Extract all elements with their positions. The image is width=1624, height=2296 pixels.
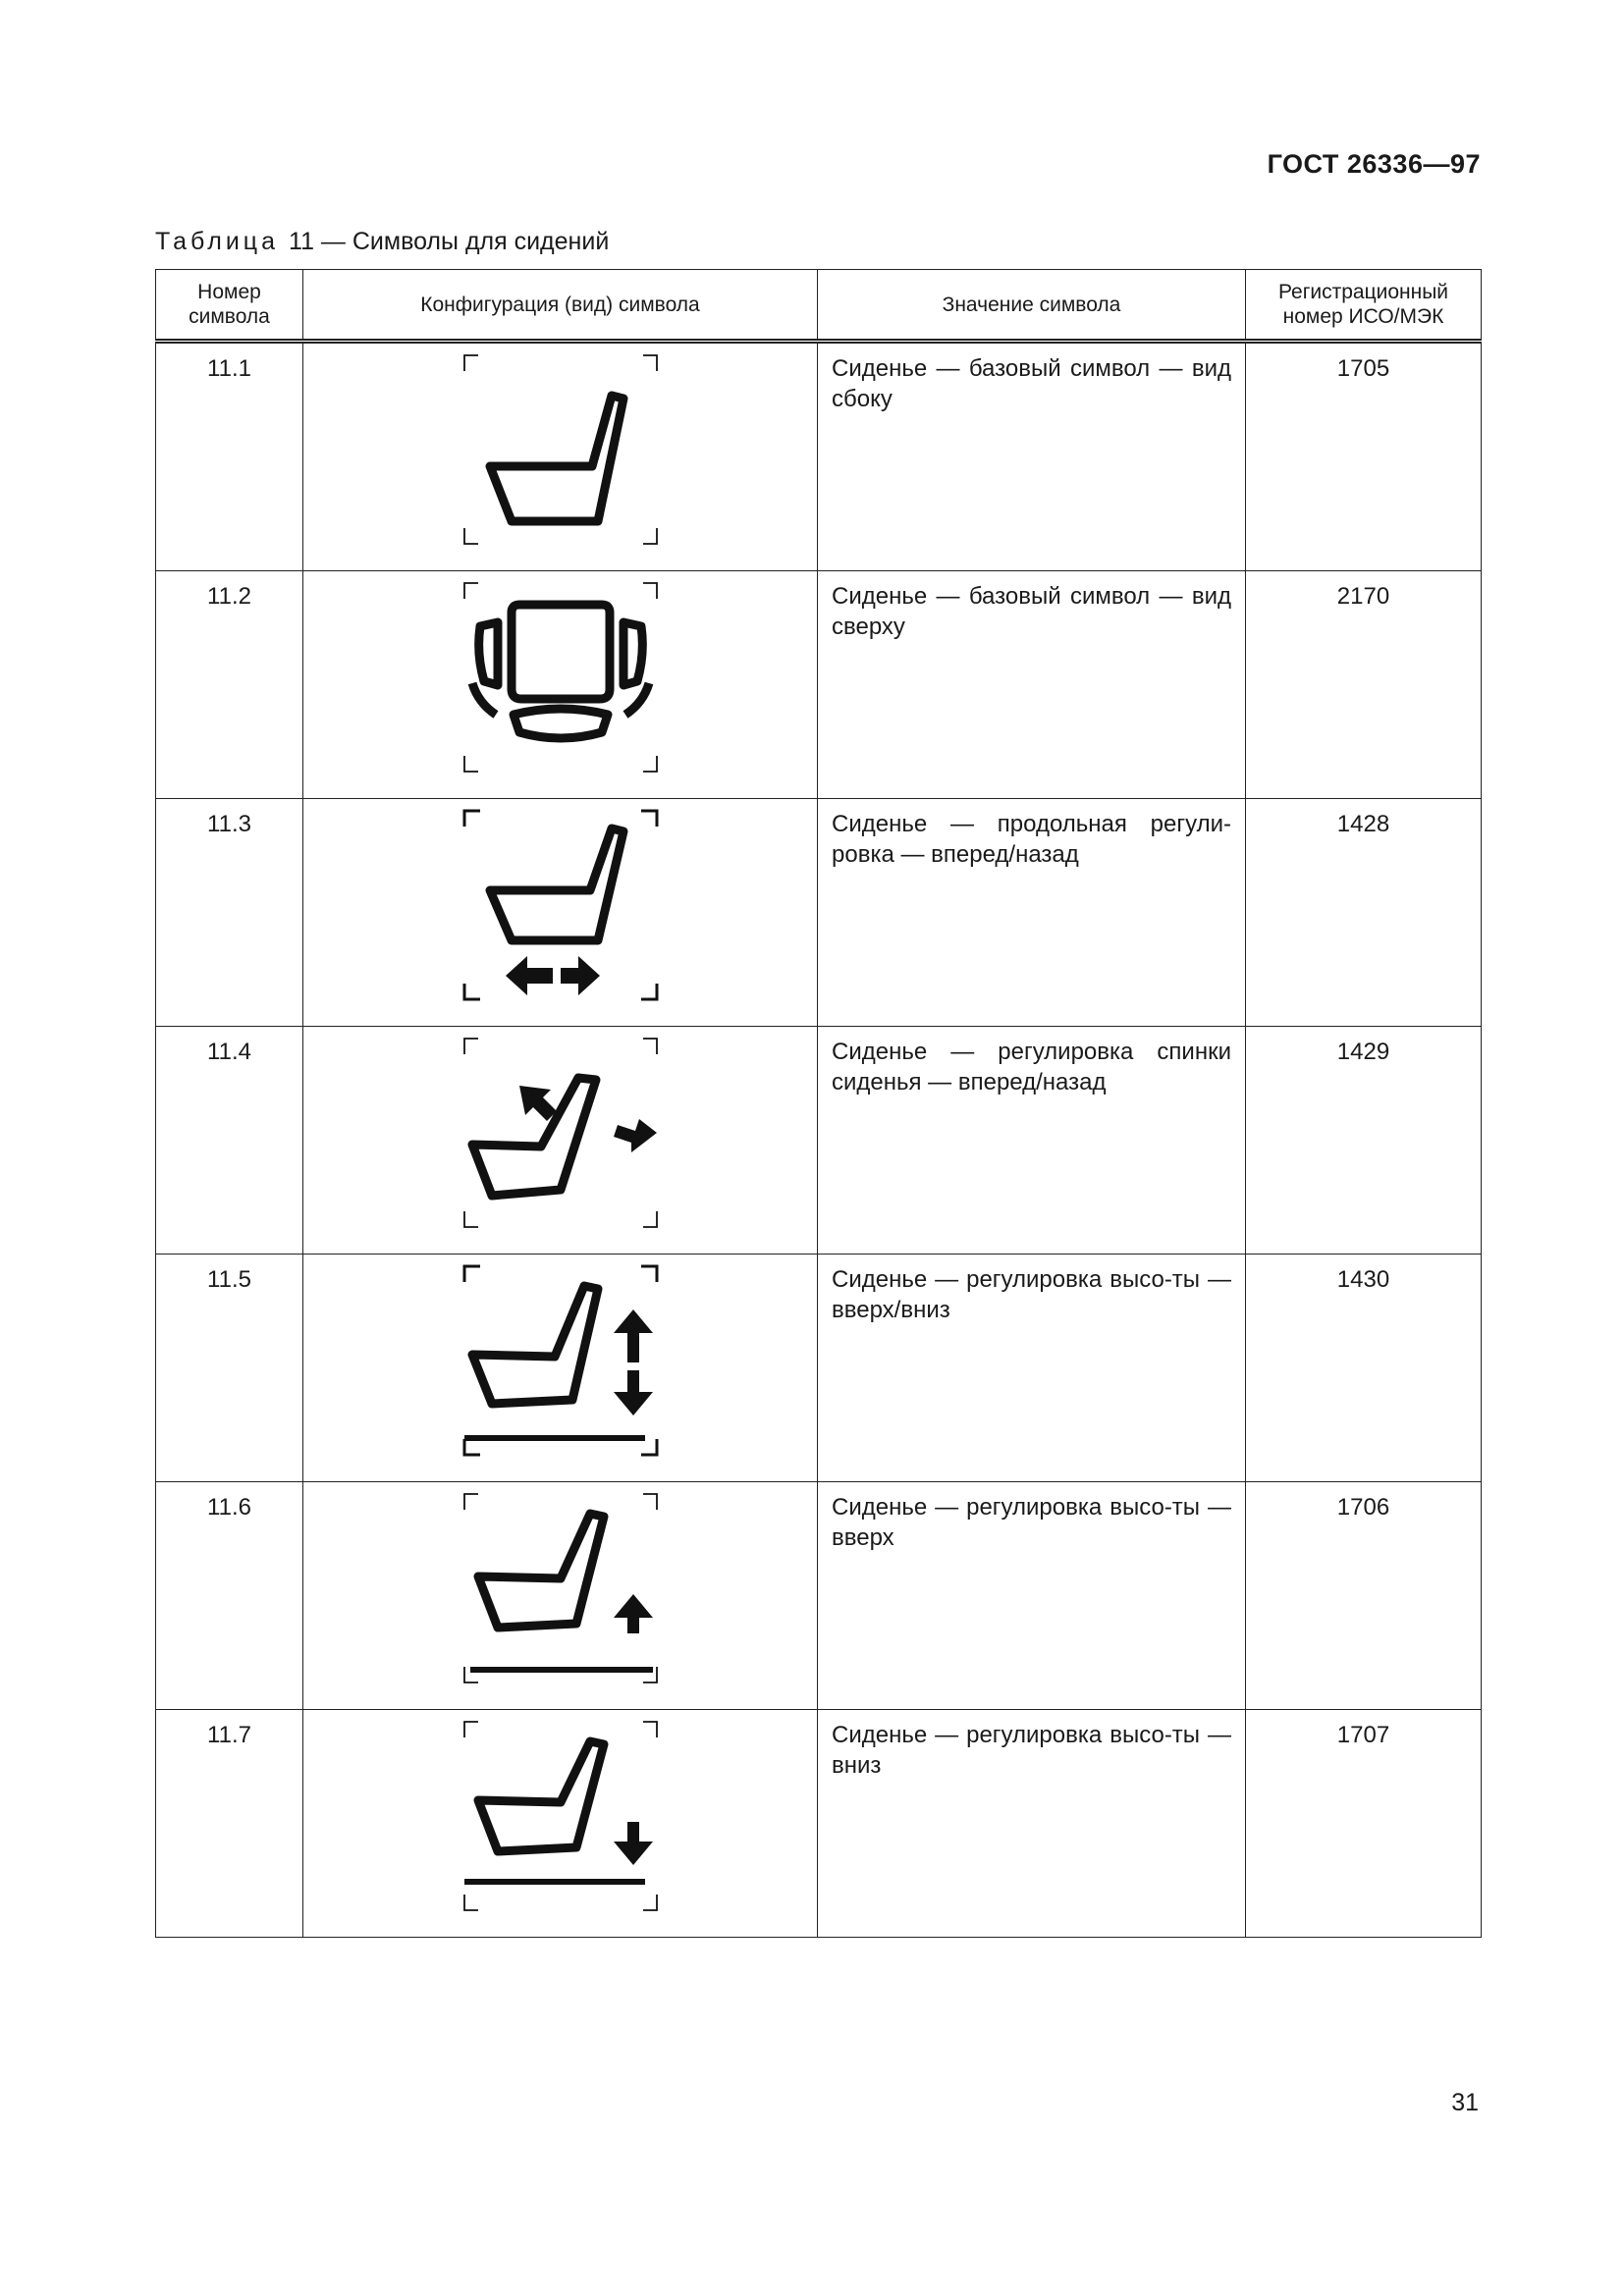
registration-number: 1707 — [1246, 1710, 1482, 1938]
symbol-number: 11.2 — [156, 571, 303, 799]
symbol-meaning: Сиденье — регулировка высо-ты — вверх — [818, 1482, 1246, 1710]
table-caption — [155, 228, 609, 256]
table-caption-text: 11 — Символы для сидений — [289, 228, 610, 255]
symbol-meaning: Сиденье — базовый символ — вид сверху — [818, 571, 1246, 799]
column-header-meaning: Значение символа — [818, 270, 1246, 342]
symbol-configuration — [303, 1027, 818, 1255]
seat-height-up-down-icon — [462, 1262, 659, 1459]
table-row — [156, 1255, 1482, 1482]
symbol-configuration — [303, 1482, 818, 1710]
standard-designation: ГОСТ 26336—97 — [1267, 149, 1481, 179]
symbol-number: 11.6 — [156, 1482, 303, 1710]
registration-number: 1706 — [1246, 1482, 1482, 1710]
symbol-configuration — [303, 1710, 818, 1938]
symbol-configuration — [303, 342, 818, 571]
column-header-registration: Регистрационный номер ИСО/МЭК — [1246, 270, 1482, 342]
registration-number: 2170 — [1246, 571, 1482, 799]
symbol-configuration — [303, 571, 818, 799]
symbol-number: 11.3 — [156, 799, 303, 1027]
symbol-meaning: Сиденье — регулировка спинки сиденья — вперед/назад — [818, 1027, 1246, 1255]
symbol-meaning: Сиденье — регулировка высо-ты — вниз — [818, 1710, 1246, 1938]
table-row — [156, 799, 1482, 1027]
seat-backrest-tilt-icon — [462, 1035, 659, 1231]
page-number: 31 — [1451, 2089, 1479, 2116]
column-header-number: Номер символа — [156, 270, 303, 342]
symbol-configuration — [303, 1255, 818, 1482]
registration-number: 1428 — [1246, 799, 1482, 1027]
seat-side-icon — [462, 351, 659, 548]
table-row — [156, 1482, 1482, 1710]
symbol-number: 11.7 — [156, 1710, 303, 1938]
table-row — [156, 342, 1482, 571]
table-header-row — [156, 270, 1482, 342]
symbol-number: 11.5 — [156, 1255, 303, 1482]
registration-number: 1705 — [1246, 342, 1482, 571]
table-row — [156, 1710, 1482, 1938]
symbol-meaning: Сиденье — продольная регули-ровка — вперед/назад — [818, 799, 1246, 1027]
symbol-number: 11.4 — [156, 1027, 303, 1255]
seat-fore-aft-icon — [462, 807, 659, 1003]
symbol-meaning: Сиденье — базовый символ — вид сбоку — [818, 342, 1246, 571]
table-row — [156, 1027, 1482, 1255]
table-row — [156, 571, 1482, 799]
seat-height-down-icon — [462, 1718, 659, 1914]
registration-number: 1430 — [1246, 1255, 1482, 1482]
column-header-configuration: Конфигурация (вид) символа — [303, 270, 818, 342]
symbol-configuration — [303, 799, 818, 1027]
seat-top-icon — [462, 579, 659, 775]
symbol-number: 11.1 — [156, 342, 303, 571]
seat-height-up-icon — [462, 1490, 659, 1686]
symbol-meaning: Сиденье — регулировка высо-ты — вверх/вниз — [818, 1255, 1246, 1482]
registration-number: 1429 — [1246, 1027, 1482, 1255]
symbols-table — [155, 269, 1482, 1938]
table-caption-prefix: Таблица — [155, 228, 280, 255]
